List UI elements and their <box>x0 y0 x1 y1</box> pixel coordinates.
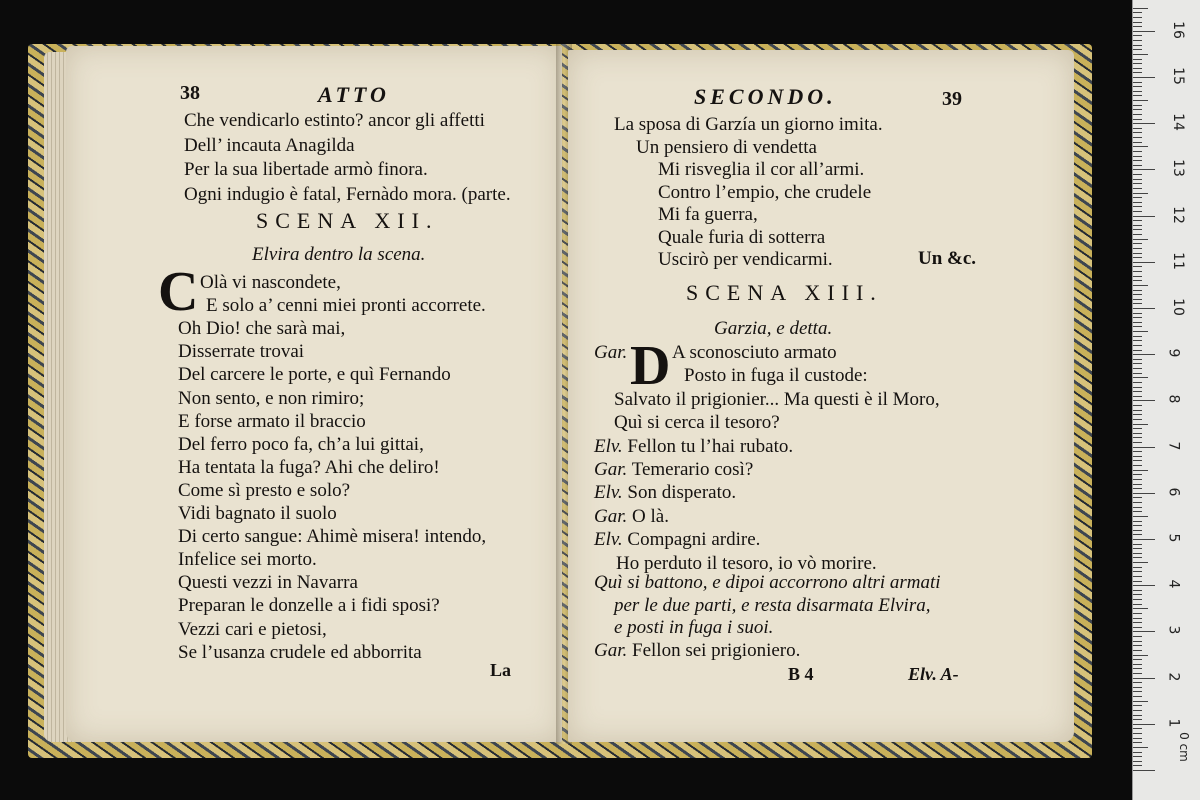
ruler-tick <box>1133 424 1148 425</box>
ruler-tick <box>1133 636 1142 637</box>
dialogue-line <box>614 412 780 434</box>
ruler-tick <box>1133 179 1142 180</box>
ruler-tick <box>1133 188 1142 189</box>
ruler-tick <box>1133 705 1142 706</box>
ruler-tick <box>1133 479 1142 480</box>
ruler-tick <box>1133 433 1142 434</box>
ruler-tick <box>1133 442 1142 443</box>
ruler-tick <box>1133 59 1142 60</box>
ruler-tick <box>1133 396 1142 397</box>
last-line <box>594 640 800 662</box>
ruler-tick <box>1133 308 1155 309</box>
ruler-tick <box>1133 373 1142 374</box>
ruler-tick <box>1133 35 1142 36</box>
ruler-tick <box>1133 248 1142 249</box>
ruler-tick <box>1133 354 1155 355</box>
ruler-unit: 0 cm <box>1176 732 1191 762</box>
dialogue-text: Posto in fuga il custode: <box>684 365 868 387</box>
ruler-tick <box>1133 12 1142 13</box>
verse-line: Del carcere le porte, e quì Fernando <box>178 364 451 386</box>
ruler-tick <box>1133 253 1142 254</box>
dialogue-line <box>614 389 940 411</box>
dialogue-text: Fellon tu l’hai rubato. <box>627 435 794 457</box>
scene-title: SCENA XII. <box>256 208 439 233</box>
ruler-tick <box>1133 169 1155 170</box>
ruler-tick <box>1133 668 1142 669</box>
ruler-tick <box>1133 271 1142 272</box>
ruler-tick <box>1133 359 1142 360</box>
ruler-tick <box>1133 493 1155 494</box>
ruler-number: 7 <box>1165 441 1182 451</box>
ruler-tick <box>1133 594 1142 595</box>
dialogue-line <box>594 459 753 481</box>
ruler-tick <box>1133 54 1148 55</box>
ruler-tick <box>1133 40 1142 41</box>
ruler-tick <box>1133 31 1155 32</box>
dialogue-text: Son disperato. <box>627 482 737 504</box>
ruler-tick <box>1133 622 1142 623</box>
ruler-tick <box>1133 655 1148 656</box>
stage-direction: Garzia, e detta. <box>714 318 833 339</box>
ruler-number: 12 <box>1169 205 1186 224</box>
ruler-tick <box>1133 294 1142 295</box>
verse-line: Preparan le donzelle a i fidi sposi? <box>178 595 440 617</box>
ruler-tick <box>1133 761 1142 762</box>
ruler-tick <box>1133 363 1142 364</box>
speaker: Gar. <box>594 505 628 527</box>
ruler-tick <box>1133 701 1148 702</box>
signature-mark: B 4 <box>788 664 814 684</box>
verse-line: Per la sua libertade armò finora. <box>184 159 428 180</box>
ruler-tick <box>1133 544 1142 545</box>
ruler-tick <box>1133 165 1142 166</box>
ruler-tick <box>1133 114 1142 115</box>
verse-line: Come sì presto e solo? <box>178 479 351 501</box>
ruler-tick <box>1133 220 1142 221</box>
ruler-tick <box>1133 548 1142 549</box>
ruler-tick <box>1133 562 1148 563</box>
ruler-tick <box>1133 631 1155 632</box>
ruler-tick <box>1133 678 1155 679</box>
ruler-tick <box>1133 317 1142 318</box>
verse-line: Vezzi cari e pietosi, <box>178 618 327 640</box>
ruler-tick <box>1133 95 1142 96</box>
ruler-tick <box>1133 765 1142 766</box>
ruler-number: 16 <box>1169 20 1186 39</box>
scene-title: SCENA XIII. <box>686 280 883 305</box>
drop-cap: C <box>158 261 199 323</box>
ruler-tick <box>1133 516 1148 517</box>
page-number: 38 <box>180 82 200 104</box>
ruler-tick <box>1133 747 1148 748</box>
ruler-tick <box>1133 216 1155 217</box>
ruler-tick <box>1133 382 1142 383</box>
ruler-tick <box>1133 331 1148 332</box>
ruler-number: 14 <box>1169 113 1186 132</box>
ruler-tick <box>1133 377 1148 378</box>
speaker: Gar. <box>594 342 628 363</box>
catchword: Elv. A- <box>908 664 959 684</box>
dialogue-text: Ho perduto il tesoro, io vò morire. <box>616 552 877 574</box>
ruler-tick <box>1133 488 1142 489</box>
verse-line: Dell’ incauta Anagilda <box>184 134 355 156</box>
ruler-tick <box>1133 86 1142 87</box>
dialogue-text: Quì si cerca il tesoro? <box>614 412 780 434</box>
ruler-tick <box>1133 650 1142 651</box>
verse-line: Olà vi nascondete, <box>200 272 341 293</box>
ruler-tick <box>1133 715 1142 716</box>
ruler-tick <box>1133 257 1142 258</box>
ruler-tick <box>1133 262 1155 263</box>
ruler-tick <box>1133 627 1142 628</box>
ruler-tick <box>1133 465 1142 466</box>
ruler-tick <box>1133 326 1142 327</box>
ruler-tick <box>1133 119 1142 120</box>
ruler-tick <box>1133 530 1142 531</box>
ruler-tick <box>1133 738 1142 739</box>
dialogue-text: A sconosciuto armato <box>672 342 837 363</box>
ruler-tick <box>1133 470 1148 471</box>
ruler-tick <box>1133 539 1155 540</box>
ruler-number: 8 <box>1165 394 1182 404</box>
stage-direction-line: e posti in fuga i suoi. <box>614 617 774 638</box>
ruler-tick <box>1133 336 1142 337</box>
ruler-tick <box>1133 280 1142 281</box>
ruler-tick <box>1133 276 1142 277</box>
verse-line: Questi vezzi in Navarra <box>178 572 358 594</box>
ruler-tick <box>1133 641 1142 642</box>
ruler-tick <box>1133 400 1155 401</box>
ruler-tick <box>1133 414 1142 415</box>
ruler-number: 10 <box>1169 298 1186 316</box>
stage-direction: Elvira dentro la scena. <box>252 244 426 265</box>
speaker: Elv. <box>594 529 623 551</box>
ruler-number: 1 <box>1165 718 1182 728</box>
ruler-tick <box>1133 128 1142 129</box>
ruler-tick <box>1133 156 1142 157</box>
ruler-tick <box>1133 752 1142 753</box>
ruler-tick <box>1133 419 1142 420</box>
verse-line: Oh Dio! che sarà mai, <box>178 318 346 340</box>
ruler-tick <box>1133 599 1142 600</box>
ruler-tick <box>1133 710 1142 711</box>
verse-line: Contro l’empio, che crudele <box>658 181 872 203</box>
ruler-tick <box>1133 91 1142 92</box>
running-head: SECONDO. <box>694 84 837 109</box>
ruler-tick <box>1133 437 1142 438</box>
ruler-number: 9 <box>1165 348 1182 358</box>
verse-line: E forse armato il braccio <box>178 410 366 432</box>
ruler-tick <box>1133 202 1142 203</box>
ruler-tick <box>1133 451 1142 452</box>
ruler-tick <box>1133 590 1142 591</box>
ruler-tick <box>1133 728 1142 729</box>
ruler-tick <box>1133 234 1142 235</box>
ruler-tick <box>1133 474 1142 475</box>
ruler-tick <box>1133 557 1142 558</box>
verse-line: Del ferro poco fa, ch’a lui gittai, <box>178 433 424 455</box>
speaker: Elv. <box>594 435 623 457</box>
measuring-ruler <box>1132 0 1200 800</box>
ruler-tick <box>1133 645 1142 646</box>
ruler-tick <box>1133 507 1142 508</box>
ruler-tick <box>1133 229 1142 230</box>
ruler-tick <box>1133 368 1142 369</box>
ruler-tick <box>1133 525 1142 526</box>
ruler-tick <box>1133 299 1142 300</box>
ruler-tick <box>1133 225 1142 226</box>
verse-line: Infelice sei morto. <box>178 549 317 571</box>
ruler-tick <box>1133 521 1142 522</box>
verse-line: Un pensiero di vendetta <box>636 136 817 158</box>
ruler-tick <box>1133 132 1142 133</box>
ruler-tick <box>1133 8 1148 9</box>
ruler-tick <box>1133 447 1155 448</box>
ruler-tick <box>1133 502 1142 503</box>
dialogue-line <box>594 529 760 551</box>
dialogue-text: Salvato il prigionier... Ma questi è il Moro, <box>614 388 940 410</box>
dialogue-line <box>684 365 868 387</box>
ruler-tick <box>1133 345 1142 346</box>
ruler-tick <box>1133 151 1142 152</box>
speaker: Elv. <box>594 482 623 504</box>
ruler-tick <box>1133 497 1142 498</box>
ruler-tick <box>1133 696 1142 697</box>
dialogue-line <box>594 506 669 528</box>
ruler-tick <box>1133 608 1148 609</box>
ruler-number: 11 <box>1169 251 1186 270</box>
ruler-number: 2 <box>1165 672 1182 682</box>
ruler-tick <box>1133 137 1142 138</box>
dialogue-text: Fellon sei prigioniero. <box>632 640 801 661</box>
ruler-tick <box>1133 197 1142 198</box>
dialogue-text: Compagni ardire. <box>627 529 761 551</box>
ruler-tick <box>1133 63 1142 64</box>
ruler-tick <box>1133 146 1148 147</box>
ruler-tick <box>1133 682 1142 683</box>
ruler-tick <box>1133 733 1142 734</box>
drop-cap: D <box>630 335 671 397</box>
verse-line: Quale furia di sotterra <box>658 226 826 248</box>
stage-direction-line: per le due parti, e resta disarmata Elvira, <box>614 594 931 616</box>
ruler-number: 5 <box>1165 533 1182 543</box>
ruler-tick <box>1133 303 1142 304</box>
right-page <box>568 50 1074 742</box>
ruler-tick <box>1133 534 1142 535</box>
ruler-tick <box>1133 313 1142 314</box>
left-page <box>66 46 562 742</box>
ruler-tick <box>1133 581 1142 582</box>
verse-line: Che vendicarlo estinto? ancor gli affetti <box>184 110 485 131</box>
ruler-tick <box>1133 484 1142 485</box>
ruler-tick <box>1133 49 1142 50</box>
ruler-tick <box>1133 687 1142 688</box>
ruler-tick <box>1133 571 1142 572</box>
ruler-number: 15 <box>1169 67 1186 85</box>
ruler-tick <box>1133 387 1142 388</box>
ruler-tick <box>1133 659 1142 660</box>
ruler-tick <box>1133 567 1142 568</box>
ruler-number: 13 <box>1169 159 1186 178</box>
ruler-tick <box>1133 45 1142 46</box>
ruler-tick <box>1133 719 1142 720</box>
ruler-tick <box>1133 585 1155 586</box>
ruler-tick <box>1133 193 1148 194</box>
ruler-tick <box>1133 100 1148 101</box>
ruler-tick <box>1133 211 1142 212</box>
ruler-tick <box>1133 391 1142 392</box>
ruler-tick <box>1133 22 1142 23</box>
speaker: Gar. <box>594 459 628 480</box>
ruler-tick <box>1133 405 1142 406</box>
ruler-tick <box>1133 511 1142 512</box>
catchword: La <box>490 660 512 680</box>
verse-line: Vidi bagnato il suolo <box>178 503 337 524</box>
verse-line: Di certo sangue: Ahimè misera! intendo, <box>178 526 487 548</box>
ruler-tick <box>1133 266 1142 267</box>
ruler-tick <box>1133 26 1142 27</box>
ruler-tick <box>1133 183 1142 184</box>
ruler-tick <box>1133 673 1142 674</box>
ruler-tick <box>1133 72 1142 73</box>
ruler-number: 4 <box>1165 579 1182 589</box>
dialogue-text: Temerario così? <box>631 459 754 480</box>
ruler-tick <box>1133 290 1142 291</box>
dialogue-line <box>594 482 736 504</box>
ruler-tick <box>1133 618 1142 619</box>
ruler-number: 6 <box>1165 487 1182 497</box>
ruler-tick <box>1133 17 1142 18</box>
verse-line: Ha tentata la fuga? Ahi che deliro! <box>178 456 440 478</box>
ruler-tick <box>1133 350 1142 351</box>
running-head: ATTO <box>318 82 390 107</box>
ruler-number: 3 <box>1165 625 1182 635</box>
verse-line: Uscirò per vendicarmi. <box>658 249 833 270</box>
ruler-tick <box>1133 160 1142 161</box>
verse-line: Se l’usanza crudele ed abborrita <box>178 641 422 663</box>
ruler-tick <box>1133 553 1142 554</box>
ruler-tick <box>1133 428 1142 429</box>
ruler-tick <box>1133 576 1142 577</box>
ruler-tick <box>1133 664 1142 665</box>
ruler-tick <box>1133 206 1142 207</box>
speaker: Gar. <box>594 640 628 661</box>
ruler-tick <box>1133 410 1142 411</box>
ruler-tick <box>1133 77 1155 78</box>
ruler-tick <box>1133 724 1155 725</box>
ruler-tick <box>1133 742 1142 743</box>
exit-note: Un &c. <box>918 248 977 269</box>
ruler-tick <box>1133 174 1142 175</box>
ruler-tick <box>1133 340 1142 341</box>
ruler-tick <box>1133 691 1142 692</box>
ruler-tick <box>1133 243 1142 244</box>
ruler-tick <box>1133 68 1142 69</box>
ruler-tick <box>1133 105 1142 106</box>
ruler-tick <box>1133 109 1142 110</box>
page-number: 39 <box>942 88 962 110</box>
dialogue-line <box>594 436 793 458</box>
ruler-tick <box>1133 456 1142 457</box>
verse-line: Disserrate trovai <box>178 341 305 363</box>
ruler-tick <box>1133 460 1142 461</box>
verse-line: E solo a’ cenni miei pronti accorrete. <box>206 295 486 317</box>
ruler-tick <box>1133 123 1155 124</box>
ruler-tick <box>1133 82 1142 83</box>
verse-line: La sposa di Garzía un giorno imita. <box>614 114 883 135</box>
ruler-tick <box>1133 285 1148 286</box>
ruler-tick <box>1133 142 1142 143</box>
ruler-tick <box>1133 322 1142 323</box>
verse-line: Non sento, e non rimiro; <box>178 387 365 409</box>
verse-line: Mi risveglia il cor all’armi. <box>658 159 865 180</box>
dialogue-text: O là. <box>632 505 669 527</box>
verse-line: Ogni indugio è fatal, Fernàdo mora. (parte. <box>184 183 511 205</box>
ruler-tick <box>1133 756 1142 757</box>
dialogue-line <box>594 342 837 364</box>
verse-line: Mi fa guerra, <box>658 204 758 225</box>
stage-direction-line: Quì si battono, e dipoi accorrono altri armati <box>594 572 941 593</box>
ruler-tick <box>1133 770 1155 771</box>
ruler-tick <box>1133 604 1142 605</box>
ruler-tick <box>1133 239 1148 240</box>
ruler-tick <box>1133 613 1142 614</box>
